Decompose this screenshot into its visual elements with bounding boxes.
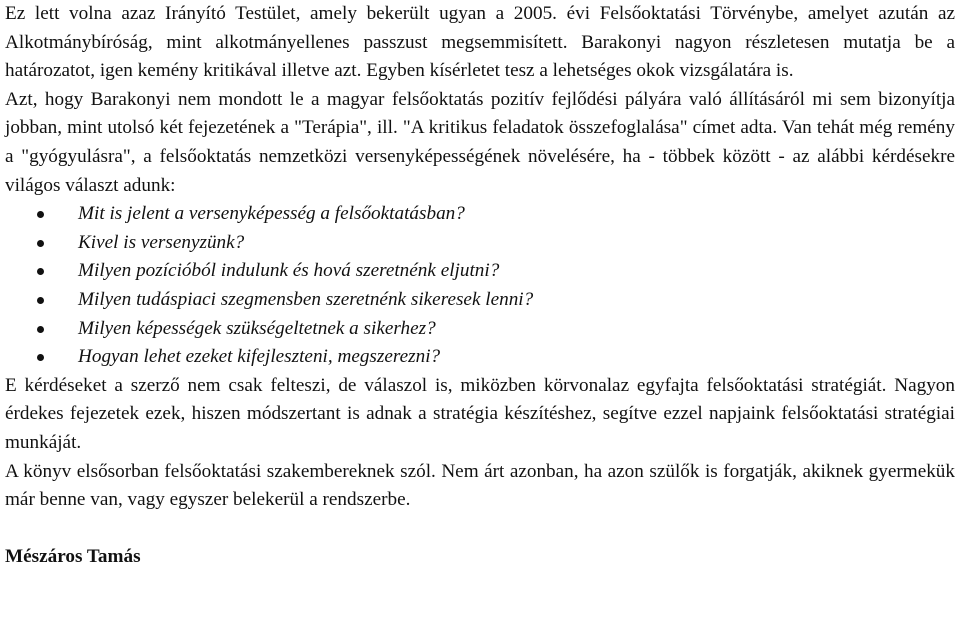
bullet-icon [37, 354, 44, 361]
paragraph-1: Ez lett volna azaz Irányító Testület, amely bekerült ugyan a 2005. évi Felsőoktatási Törvénybe, amelyet azután az Alkotmánybíróság, mint alkotmányellenes passzust megsemmisített. Barakonyi nagyon részletesen mutatja be a határozatot, igen kemény kritikával illetve azt. Egyben kísérletet tesz a lehetséges okok vizsgálatára is. [5, 3, 955, 82]
list-item [5, 200, 955, 229]
question-text: Hogyan lehet ezeket kifejleszteni, megszerezni? [78, 346, 441, 368]
bullet-icon [37, 268, 44, 275]
bullet-icon [37, 211, 44, 218]
question-text: Kivel is versenyzünk? [78, 231, 245, 253]
list-item [5, 315, 955, 344]
list-item [5, 343, 955, 372]
list-item [5, 229, 955, 258]
paragraph-4: A könyv elsősorban felsőoktatási szakembereknek szól. Nem árt azonban, ha azon szülők is forgatják, akiknek gyermekük már benne van, vagy egyszer belekerül a rendszerbe. [5, 460, 955, 511]
paragraph-3: E kérdéseket a szerző nem csak felteszi, de válaszol is, miközben körvonalaz egyfajta felsőoktatási stratégiát. Nagyon érdekes fejezetek ezek, hiszen módszertant is adnak a stratégia készítéshez, segítve ezzel napjaink felsőoktatási stratégiai munkáját. [5, 374, 955, 453]
list-item [5, 286, 955, 315]
paragraph-2: Azt, hogy Barakonyi nem mondott le a magyar felsőoktatás pozitív fejlődési pályára való állításáról mi sem bizonyítja jobban, mint utolsó két fejezetének a "Terápia", ill. "A kritikus feladatok összefoglalása" címet adta. Van tehát még remény a "gyógyulásra", a felsőoktatás nemzetközi versenyképességének növelésére, ha - többek között - az alábbi kérdésekre világos választ adunk: [5, 88, 955, 196]
author-name: Mészáros Tamás [5, 546, 141, 568]
question-text: Milyen pozícióból indulunk és hová szeretnénk eljutni? [78, 260, 500, 282]
blank-line [5, 515, 955, 544]
question-text: Mit is jelent a versenyképesség a felsőoktatásban? [78, 203, 465, 225]
bullet-icon [37, 326, 44, 333]
bullet-icon [37, 297, 44, 304]
list-item [5, 257, 955, 286]
question-list [5, 200, 955, 372]
question-text: Milyen tudáspiaci szegmensben szeretnénk sikeresek lenni? [78, 288, 534, 310]
document-page [5, 0, 955, 572]
bullet-icon [37, 240, 44, 247]
question-text: Milyen képességek szükségeltetnek a sikerhez? [78, 317, 436, 339]
